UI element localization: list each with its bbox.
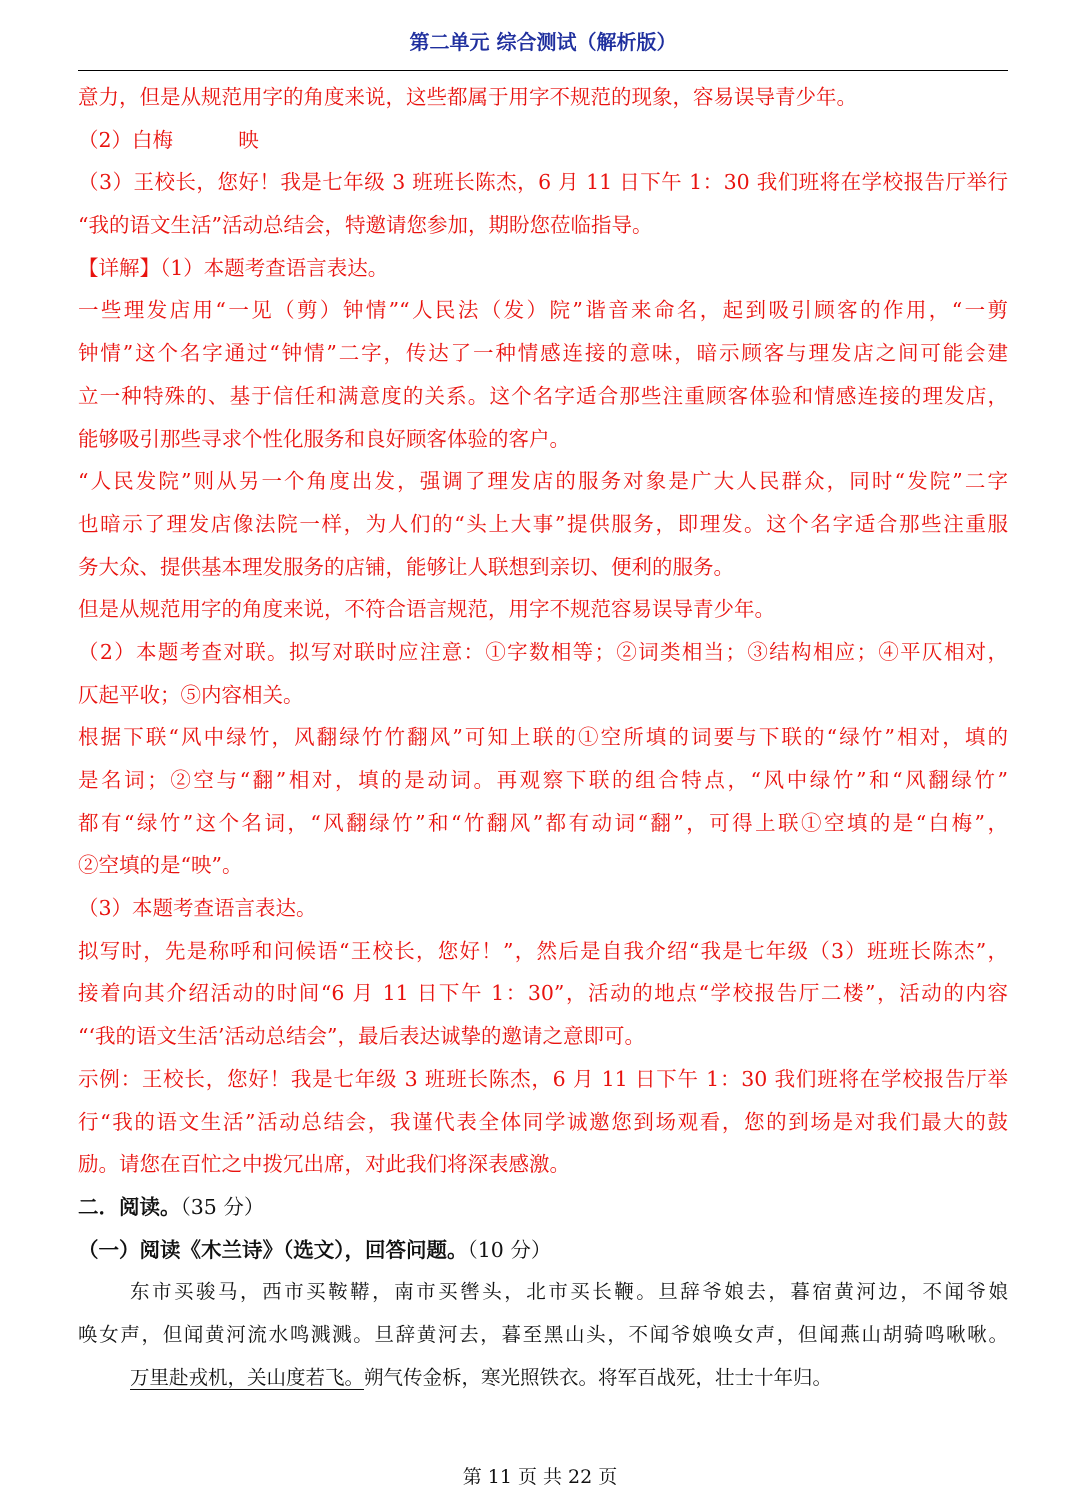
- answer-line: 意力，但是从规范用字的角度来说，这些都属于用字不规范的现象，容易误导青少年。: [78, 85, 857, 109]
- page-header-title: 第二单元 综合测试（解析版）: [409, 30, 677, 54]
- poem-line: 东市买骏马，西市买鞍鞯，南市买辔头，北市买长鞭。旦辞爷娘去，暮宿黄河边，不闻爷娘: [130, 1280, 1008, 1304]
- section-heading-title: 二．阅读。: [78, 1194, 181, 1219]
- example-line: 行“我的语文生活”活动总结会，我谨代表全体同学诚邀您到场观看，您的到场是对我们最大的鼓: [78, 1109, 1008, 1134]
- explanation-line: 拟写时，先是称呼和问候语“王校长，您好！”，然后是自我介绍“我是七年级（3）班班长陈杰”，: [78, 938, 1008, 963]
- explanation-line: 务大众、提供基本理发服务的店铺，能够让人联想到亲切、便利的服务。: [78, 554, 734, 579]
- example-line: 励。请您在百忙之中拨冗出席，对此我们将深表感激。: [78, 1152, 570, 1177]
- explanation-line: 立一种特殊的、基于信任和满意度的关系。这个名字适合那些注重顾客体验和情感连接的理发店，: [78, 383, 1008, 408]
- poem-line: [78, 1357, 1008, 1400]
- explanation-line: 根据下联“风中绿竹，风翻绿竹竹翻风”可知上联的①空所填的词要与下联的“绿竹”相对，填的: [78, 725, 1008, 750]
- explanation-line: （2）本题考查对联。拟写对联时应注意：①字数相等；②词类相当；③结构相应；④平仄相对，: [78, 639, 1008, 664]
- subsection-heading-score: （10 分）: [467, 1237, 552, 1262]
- explanation-line: 钟情”这个名字通过“钟情”二字，传达了一种情感连接的意味，暗示顾客与理发店之间可能会建: [78, 341, 1008, 366]
- subsection-heading: [78, 1229, 1008, 1272]
- section-heading-score: （35 分）: [180, 1194, 265, 1219]
- section-heading: [78, 1186, 1008, 1229]
- answer-line: （3）王校长，您好！我是七年级 3 班班长陈杰，6 月 11 日下午 1：30 我们班将在学校报告厅举行: [78, 170, 1008, 195]
- explanation-line: 但是从规范用字的角度来说，不符合语言规范，用字不规范容易误导青少年。: [78, 597, 775, 622]
- answer-line: （2）白梅 映: [78, 127, 259, 152]
- explanation-line: “‘我的语文生活’活动总结会”，最后表达诚挚的邀请之意即可。: [78, 1024, 645, 1049]
- explanation-line: 仄起平收；⑤内容相关。: [78, 682, 304, 707]
- subsection-heading-title: （一）阅读《木兰诗》（选文），回答问题。: [78, 1237, 468, 1262]
- example-line: 示例：王校长，您好！我是七年级 3 班班长陈杰，6 月 11 日下午 1：30 我们班将在学校报告厅举: [78, 1066, 1008, 1091]
- explanation-line: 都有“绿竹”这个名词，“风翻绿竹”和“竹翻风”都有动词“翻”，可得上联①空填的是“白梅”，: [78, 810, 1008, 835]
- explanation-line: （3）本题考查语言表达。: [78, 896, 317, 921]
- document-body: [78, 76, 1008, 1399]
- answer-line: “我的语文生活”活动总结会，特邀请您参加，期盼您莅临指导。: [78, 213, 653, 238]
- explanation-line: 能够吸引那些寻求个性化服务和良好顾客体验的客户。: [78, 426, 570, 451]
- explanation-line: 接着向其介绍活动的时间“6 月 11 日下午 1：30”，活动的地点“学校报告厅二楼”，活动的内容: [78, 981, 1008, 1006]
- explanation-line: ②空填的是“映”。: [78, 853, 243, 878]
- explanation-line: 一些理发店用“一见（剪）钟情”“人民法（发）院”谐音来命名，起到吸引顾客的作用，“一剪: [78, 298, 1008, 323]
- explanation-line: 是名词；②空与“翻”相对，填的是动词。再观察下联的组合特点，“风中绿竹”和“风翻绿竹”: [78, 768, 1008, 792]
- explanation-heading: 【详解】（1）本题考查语言表达。: [78, 255, 389, 280]
- header-divider: [78, 70, 1008, 71]
- explanation-line: 也暗示了理发店像法院一样，为人们的“头上大事”提供服务，即理发。这个名字适合那些注重服: [78, 511, 1008, 536]
- explanation-line: “人民发院”则从另一个角度出发，强调了理发店的服务对象是广大人民群众，同时“发院”二字: [78, 469, 1008, 494]
- poem-text: 朔气传金柝，寒光照铁衣。将军百战死，壮士十年归。: [364, 1365, 833, 1389]
- poem-line: 唤女声，但闻黄河流水鸣溅溅。旦辞黄河去，暮至黑山头，不闻爷娘唤女声，但闻燕山胡骑鸣啾啾。: [78, 1322, 1008, 1346]
- page-number: 第 11 页 共 22 页: [462, 1466, 618, 1488]
- poem-underlined-text: 万里赴戎机，关山度若飞。: [130, 1365, 365, 1389]
